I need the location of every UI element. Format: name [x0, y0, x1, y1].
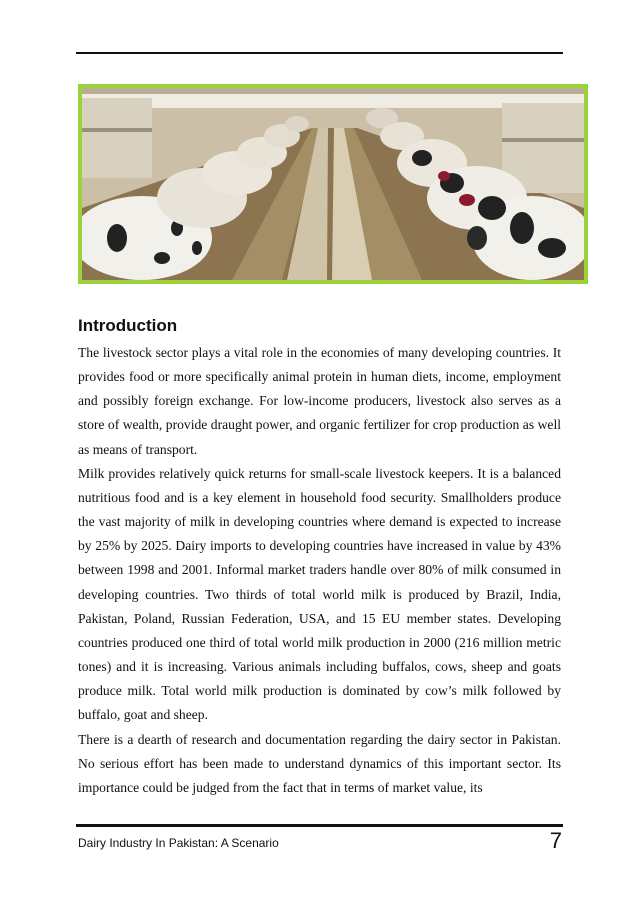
- dairy-cattle-photo: [78, 84, 588, 284]
- header-rule: [76, 52, 563, 54]
- section-heading: Introduction: [78, 316, 178, 335]
- paragraph-1: The livestock sector plays a vital role in the economies of many developing countries. It provides food or more specifically animal protein in human diets, income, employment and possibly foreign exchange. For low-income producers, livestock also serves as a store of wealth, provide draught power, and organic fertilizer for crop production as well as means of transport.: [78, 345, 561, 457]
- footer-title: Dairy Industry In Pakistan: A Scenario: [78, 836, 279, 850]
- cattle-barn-illustration: [82, 88, 584, 280]
- paragraph-3: There is a dearth of research and documentation regarding the dairy sector in Pakistan. No serious effort has been made to understand dynamics of this important sector. Its importance could be judged from the fact that in terms of market value, its: [78, 731, 561, 795]
- paragraph-2: Milk provides relatively quick returns for small-scale livestock keepers. It is a balanced nutritious food and is a key element in household food security. Smallholders produce the vast majority of milk in developing countries where demand is expected to increase by 25% by 2025. Dairy imports to developing countries have increased in value by 43% between 1998 and 2001. Informal market traders handle over 80% of milk consumed in developing countries. Two thirds of total world milk is produced by Brazil, India, Pakistan, Poland, Russian Federation, USA, and 15 EU member states. Developing countries produced one third of total world milk production in 2000 (216 million metric tones) and it is increasing. Various animals including buffalos, cows, sheep and goats produce milk. Total world milk production is dominated by cow’s milk followed by buffalo, goat and sheep.: [78, 465, 561, 723]
- footer-rule: [76, 824, 563, 827]
- body-text: [78, 341, 561, 800]
- page-number: 7: [549, 828, 562, 853]
